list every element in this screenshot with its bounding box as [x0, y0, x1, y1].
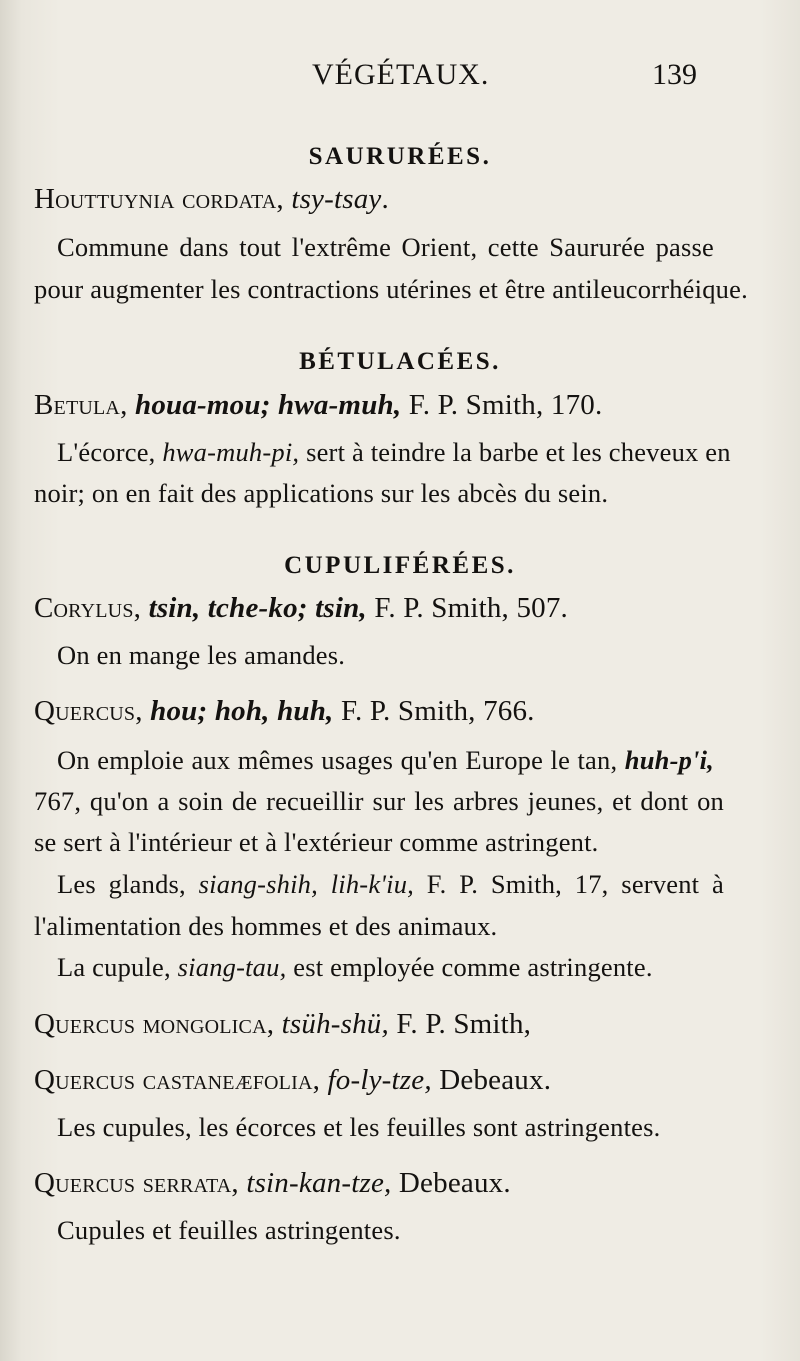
chinese-name: tsüh-shü,	[281, 1008, 389, 1040]
entry-betula	[34, 389, 602, 422]
separator: ,	[266, 1008, 282, 1040]
separator: ,	[312, 1064, 328, 1096]
genus-name: Quercus serrata	[34, 1167, 232, 1199]
entry-corylus	[34, 592, 568, 625]
chinese-name: huh-p'i,	[624, 745, 714, 775]
paragraph-line: l'alimentation des hommes et des animaux.	[34, 911, 498, 941]
page-header	[0, 58, 800, 92]
paragraph-line: On en mange les amandes.	[57, 640, 346, 670]
reference: F. P. Smith, 507.	[366, 592, 568, 624]
separator: ,	[135, 695, 151, 727]
genus-name: Betula	[34, 389, 121, 421]
text-span: F. P. Smith, 17, servent à	[413, 869, 724, 899]
reference: F. P. Smith,	[388, 1008, 532, 1040]
chinese-name: hwa-muh-pi,	[162, 437, 300, 467]
paragraph-line: Commune dans tout l'extrême Orient, cette Saururée passe	[57, 232, 714, 262]
separator: .	[381, 183, 389, 215]
text-span: La cupule,	[57, 952, 178, 982]
paragraph-line: Les cupules, les écorces et les feuilles sont astringentes.	[57, 1112, 661, 1142]
text-span: est employée comme astringente.	[286, 952, 653, 982]
chinese-name: siang-shih, lih-k'iu,	[198, 869, 414, 899]
entry-quercus-castaneaefolia	[34, 1064, 551, 1097]
paragraph-line	[57, 745, 714, 776]
chinese-name: hou; hoh, huh,	[150, 695, 334, 727]
genus-name: Houttuynia cordata	[34, 183, 277, 215]
text-span: sert à teindre la barbe et les cheveux en	[299, 437, 731, 467]
section-heading-betulacees: BÉTULACÉES.	[299, 348, 501, 375]
chinese-name: siang-tau,	[177, 952, 287, 982]
entry-quercus-mongolica	[34, 1008, 531, 1041]
running-title: VÉGÉTAUX.	[312, 58, 490, 91]
paragraph-line: noir; on en fait des applications sur les abcès du sein.	[34, 478, 609, 508]
separator: ,	[231, 1167, 247, 1199]
entry-quercus-serrata	[34, 1167, 511, 1200]
page-number: 139	[652, 58, 697, 91]
chinese-name: fo-ly-tze,	[327, 1064, 432, 1096]
chinese-name: houa-mou; hwa-muh,	[135, 389, 402, 421]
section-heading-cupuliferees: CUPULIFÉRÉES.	[284, 552, 516, 579]
paragraph-line	[57, 952, 653, 983]
text-span: L'écorce,	[57, 437, 163, 467]
reference: Debeaux.	[431, 1064, 552, 1096]
genus-name: Corylus	[34, 592, 134, 624]
entry-houttuynia	[34, 183, 389, 216]
chinese-name: tsy-tsay	[291, 183, 382, 215]
genus-name: Quercus mongolica	[34, 1008, 267, 1040]
section-heading-saururees: SAURURÉES.	[308, 143, 492, 170]
paragraph-line: Cupules et feuilles astringentes.	[57, 1215, 401, 1245]
separator: ,	[276, 183, 292, 215]
genus-name: Quercus castaneæfolia	[34, 1064, 313, 1096]
entry-quercus	[34, 695, 535, 728]
paragraph-line: 767, qu'on a soin de recueillir sur les arbres jeunes, et dont on	[34, 786, 724, 816]
reference: Debeaux.	[391, 1167, 511, 1199]
separator: ,	[120, 389, 135, 421]
separator: ,	[133, 592, 149, 624]
text-span: Les glands,	[57, 869, 199, 899]
text-span: On emploie aux mêmes usages qu'en Europe le tan,	[57, 745, 625, 775]
genus-name: Quercus	[34, 695, 136, 727]
reference: F. P. Smith, 766.	[333, 695, 535, 727]
paragraph-line: se sert à l'intérieur et à l'extérieur comme astringent.	[34, 827, 599, 857]
paragraph-line	[57, 869, 724, 900]
reference: F. P. Smith, 170.	[401, 389, 603, 421]
chinese-name: tsin-kan-tze,	[246, 1167, 392, 1199]
paragraph-line	[57, 437, 731, 468]
chinese-name: tsin, tche-ko; tsin,	[148, 592, 367, 624]
paragraph-line: pour augmenter les contractions utérines et être antileucorrhéique.	[34, 274, 748, 304]
